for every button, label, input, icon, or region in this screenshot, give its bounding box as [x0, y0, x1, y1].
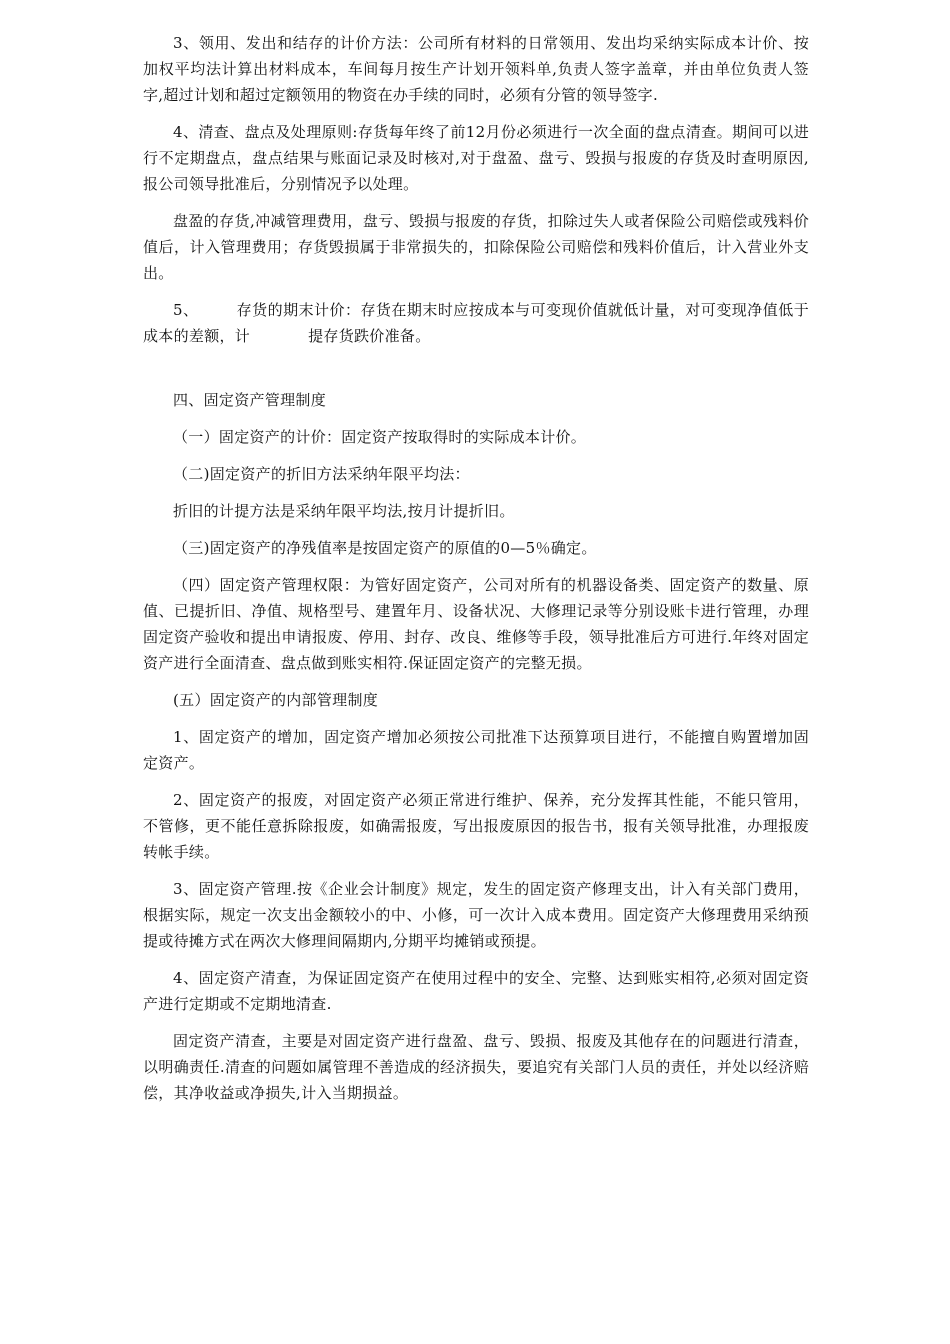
item5-number: 5、 [173, 301, 199, 319]
paragraph-surplus-loss: 盘盈的存货,冲减管理费用，盘亏、毁损与报废的存货，扣除过失人或者保险公司赔偿或残料价值后，计入管理费用；存货毁损属于非常损失的，扣除保险公司赔偿和残料价值后，计入营业外支出。 [143, 212, 809, 282]
paragraph-valuation-methods: 3、领用、发出和结存的计价方法：公司所有材料的日常领用、发出均采纳实际成本计价、按加权平均法计算出材料成本，车间每月按生产计划开领料单,负责人签字盖章，并由单位负责人签字,超过计划和超过定额领用的物资在办手续的同时，必须有分管的领导签字. [143, 34, 809, 104]
section-title: 四、固定资产管理制度 [173, 391, 327, 409]
paragraph-inventory-responsibility: 固定资产清查，主要是对固定资产进行盘盈、盘亏、毁损、报废及其他存在的问题进行清查，以明确责任.清查的问题如属管理不善造成的经济损失，要追究有关部门人员的责任，并处以经济赔偿，其净收益或净损失,计入当期损益。 [143, 1032, 809, 1102]
paragraph-depreciation-method: （二)固定资产的折旧方法采纳年限平均法： [173, 465, 470, 483]
paragraph-asset-inventory: 4、固定资产清查，为保证固定资产在使用过程中的安全、完整、达到账实相符,必须对固定资产进行定期或不定期地清查. [143, 969, 809, 1013]
paragraph-management-authority: （四）固定资产管理权限：为管好固定资产，公司对所有的机器设备类、固定资产的数量、原值、已提折旧、净值、规格型号、建置年月、设备状况、大修理记录等分别设账卡进行管理，办理固定资产验收和提出申请报废、停用、封存、改良、维修等手段，领导批准后方可进行.年终对固定资产进行全面清查、盘点做到账实相符.保证固定资产的完整无损。 [143, 576, 809, 672]
paragraph-inventory-count: 4、清查、盘点及处理原则:存货每年终了前12月份必须进行一次全面的盘点清查。期间可以进行不定期盘点，盘点结果与账面记录及时核对,对于盘盈、盘亏、毁损与报废的存货及时查明原因,报公司领导批准后，分别情况予以处理。 [143, 123, 809, 193]
paragraph-asset-addition: 1、固定资产的增加，固定资产增加必须按公司批准下达预算项目进行，不能擅自购置增加固定资产。 [143, 728, 809, 772]
item5-text-b: 提存货跌价准备。 [308, 327, 431, 345]
document-page [143, 30, 809, 1117]
paragraph-asset-scrapping: 2、固定资产的报废，对固定资产必须正常进行维护、保养，充分发挥其性能，不能只管用，不管修，更不能任意拆除报废，如确需报废，写出报废原因的报告书，报有关领导批准，办理报废转帐手续。 [143, 791, 809, 861]
item5-text-a: 存货的期末计价：存货在期末时应按成本与可变现价值就低计量，对可变现净值低于成本的差额，计 [143, 301, 809, 345]
paragraph-internal-management: (五）固定资产的内部管理制度 [173, 691, 379, 709]
paragraph-depreciation-calc: 折旧的计提方法是采纳年限平均法,按月计提折旧。 [173, 502, 515, 520]
paragraph-fixed-asset-pricing: （一）固定资产的计价：固定资产按取得时的实际成本计价。 [173, 428, 587, 446]
paragraph-residual-rate: （三)固定资产的净残值率是按固定资产的原值的0—5％确定。 [173, 539, 597, 557]
paragraph-period-end-valuation [143, 297, 809, 349]
paragraph-asset-repairs: 3、固定资产管理.按《企业会计制度》规定，发生的固定资产修理支出，计入有关部门费用，根据实际，规定一次支出金额较小的中、小修，可一次计入成本费用。固定资产大修理费用采纳预提或待摊方式在两次大修理间隔期内,分期平均摊销或预提。 [143, 880, 809, 950]
